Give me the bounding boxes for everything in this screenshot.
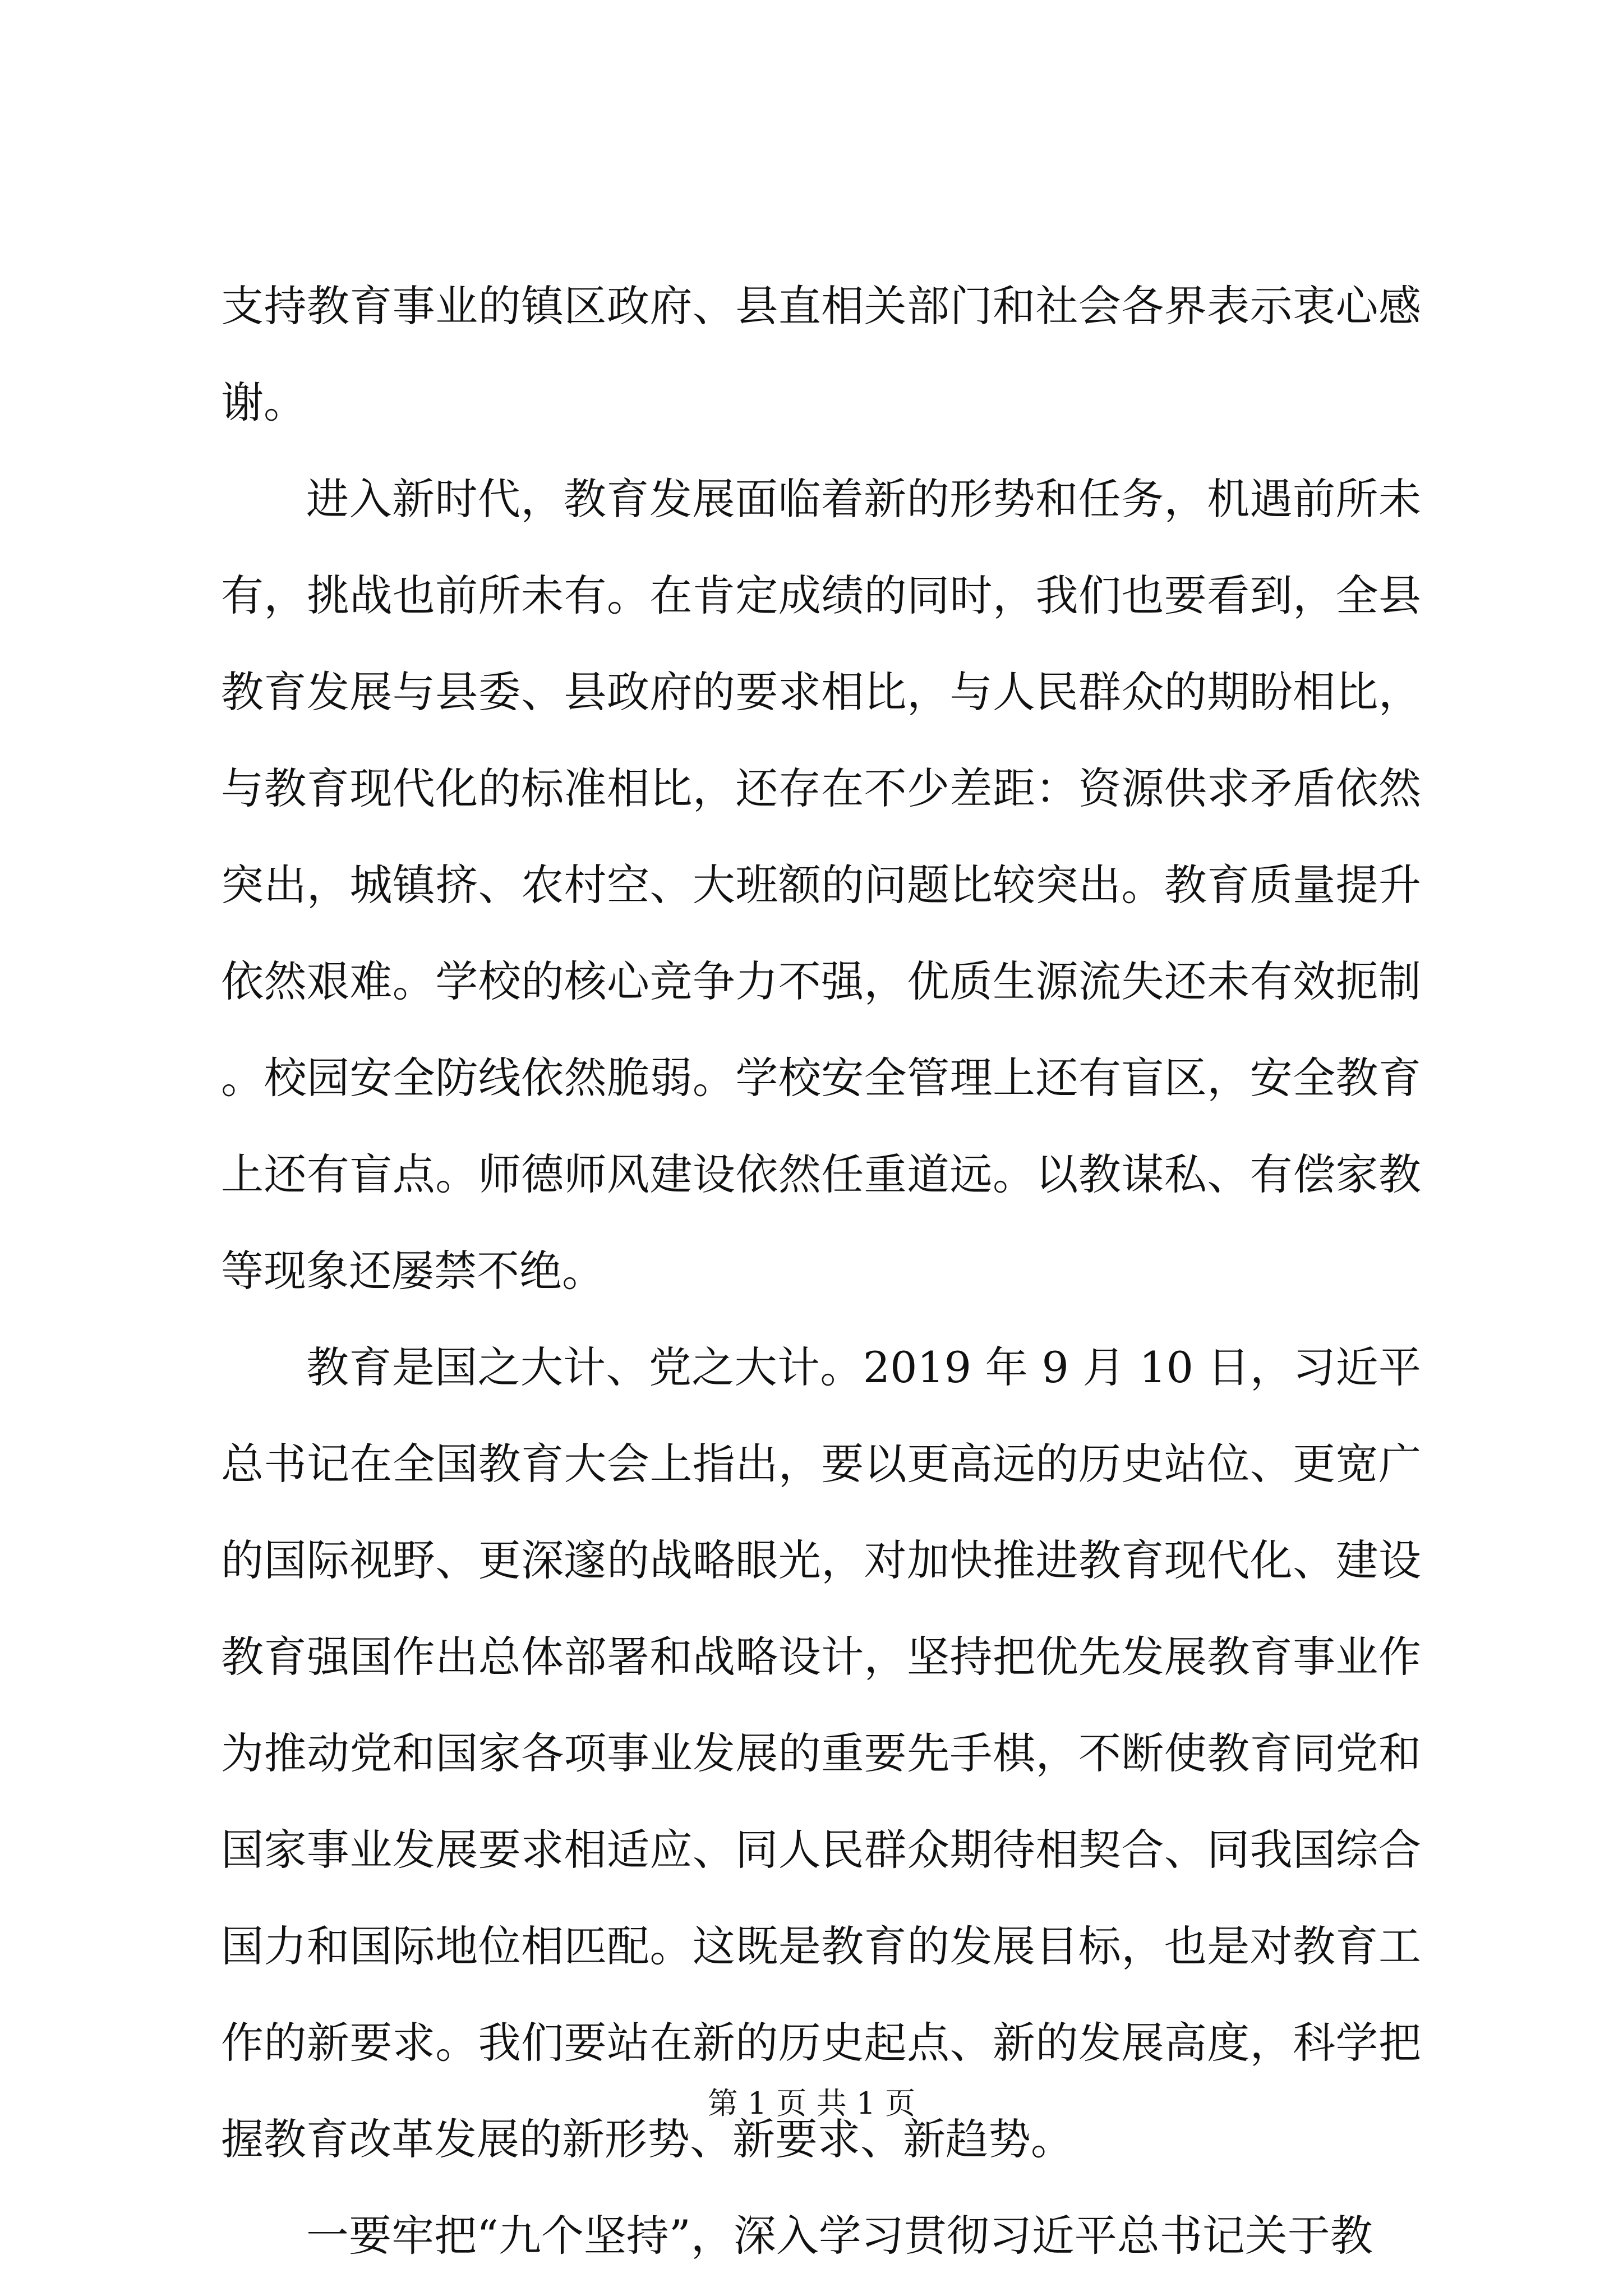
page-footer: 第 1 页 共 1 页 xyxy=(707,2086,916,2121)
paragraph-3: 教育是国之大计、党之大计。2019 年 9 月 10 日，习近平总书记在全国教育大会上指出，要以更高远的历史站位、更宽广的国际视野、更深邃的战略眼光，对加快推进教育现代化、建设教育强国作出总体部署和战略设计，坚持把优先发展教育事业作为推动党和国家各项事业发展的重要先手棋，不断使教育同党和国家事业发展要求相适应、同人民群众期待相契合、同我国综合国力和国际地位相匹配。这既是教育的发展目标，也是对教育工作的新要求。我们要站在新的历史起点、新的发展高度，科学把握教育改革发展的新形势、新要求、新趋势。 xyxy=(221,1342,1421,2164)
document-body xyxy=(221,258,1421,2284)
paragraph-1: 支持教育事业的镇区政府、县直相关部门和社会各界表示衷心感谢。 xyxy=(221,281,1421,427)
paragraph-2: 进入新时代，教育发展面临着新的形势和任务，机遇前所未有，挑战也前所未有。在肯定成绩的同时，我们也要看到，全县教育发展与县委、县政府的要求相比，与人民群众的期盼相比，与教育现代化的标准相比，还存在不少差距：资源供求矛盾依然突出，城镇挤、农村空、大班额的问题比较突出。教育质量提升依然艰难。学校的核心竞争力不强，优质生源流失还未有效扼制。校园安全防线依然脆弱。学校安全管理上还有盲区，安全教育上还有盲点。师德师风建设依然任重道远。以教谋私、有偿家教等现象还屡禁不绝。 xyxy=(221,474,1421,1296)
paragraph-4: 一要牢把“九个坚持”，深入学习贯彻习近平总书记关于教 xyxy=(306,2211,1373,2261)
